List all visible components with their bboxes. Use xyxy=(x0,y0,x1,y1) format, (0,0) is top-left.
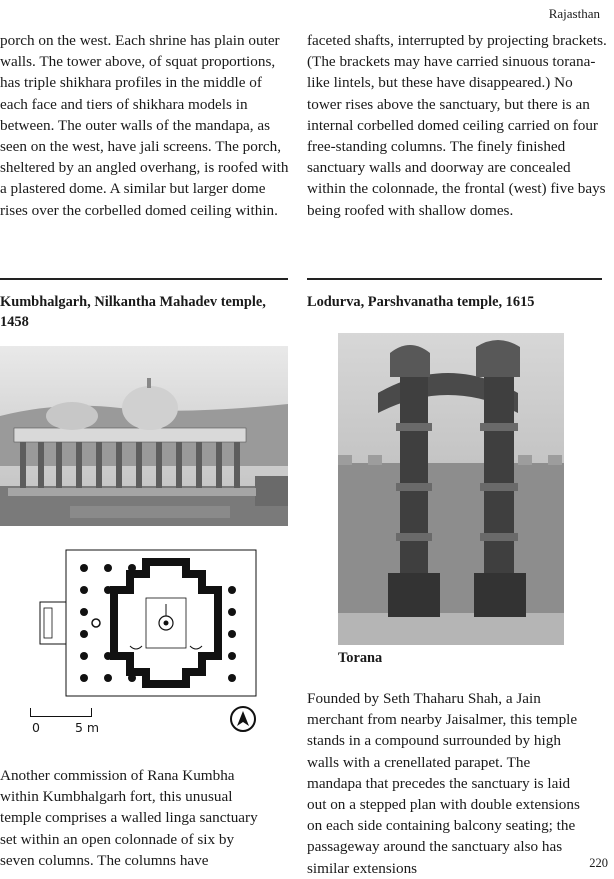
right-column-top-text: faceted shafts, interrupted by projecting brackets. (The brackets may have carried sinuous torana-like lintels, but these have disappeared.) No tower rises above the sanctuary, but there is an internal corbelled domed ceiling carried on four free-standing columns. The finely finished sanctuary walls and doorway are concealed within the colonnade, the frontal (west) five bays being roofed with shallow domes. xyxy=(307,32,607,219)
scale-distance-label: 5 m xyxy=(75,720,100,735)
running-head: Rajasthan xyxy=(548,6,600,21)
floor-plan-drawing xyxy=(36,548,264,698)
scale-bar xyxy=(30,708,92,717)
torana-photo xyxy=(338,333,564,645)
page-number: 220 xyxy=(589,856,608,870)
north-arrow-glyph xyxy=(232,708,254,730)
left-column-bottom-text: Another commission of Rana Kumbha within Kumbhalgarh fort, this unusual temple comprises a walled linga sanctuary set within an open colonnade of six by seven columns. The columns have xyxy=(0,767,258,869)
left-section-heading: Kumbhalgarh, Nilkantha Mahadev temple, 1458 xyxy=(0,294,266,330)
kumbhalgarh-temple-photo xyxy=(0,346,288,526)
temple-floor-plan xyxy=(36,548,264,698)
north-arrow-icon xyxy=(230,706,256,732)
kumbhalgarh-temple-illustration xyxy=(0,346,288,526)
torana-caption: Torana xyxy=(338,650,383,666)
right-column-bottom-text: Founded by Seth Thaharu Shah, a Jain merchant from nearby Jaisalmer, this temple stands in a compound surrounded by high walls with a crenellated parapet. The mandapa that precedes the sanctuary is laid out on a stepped plan with double extensions on each side containing balcony seating; the passageway around the sanctuary also has similar extensions xyxy=(307,690,580,877)
torana-illustration xyxy=(338,333,564,645)
right-section-heading: Lodurva, Parshvanatha temple, 1615 xyxy=(307,294,535,310)
right-section-divider xyxy=(307,278,602,280)
left-section-divider xyxy=(0,278,288,280)
left-column-top-text: porch on the west. Each shrine has plain outer walls. The tower above, of squat proportions, has triple shikhara profiles in the middle of each face and tiers of shikhara models in between. The outer walls of the mandapa, as seen on the west, have jali screens. The porch, sheltered by an angled overhang, is roofed with a plastered dome. A similar but larger dome rises over the corbelled domed ceiling within. xyxy=(0,32,289,219)
scale-zero-label: 0 xyxy=(32,720,40,735)
